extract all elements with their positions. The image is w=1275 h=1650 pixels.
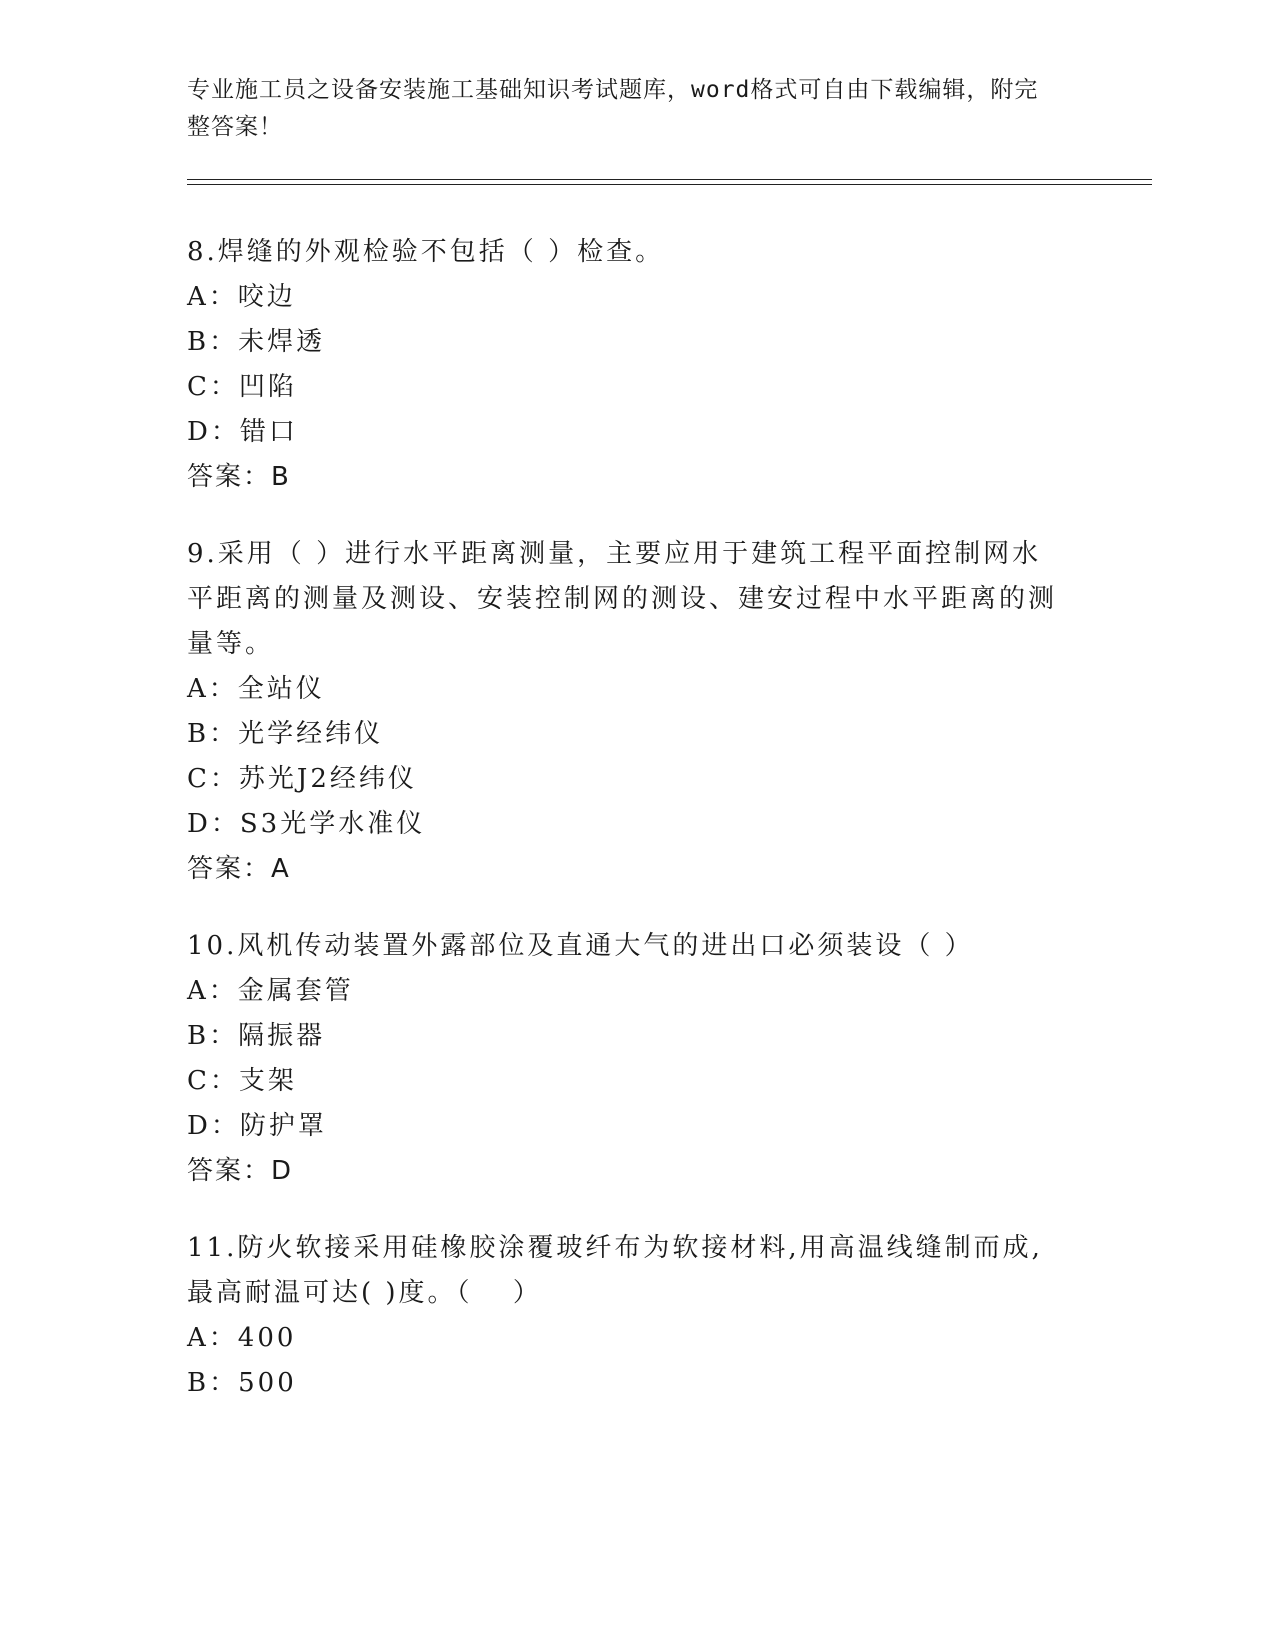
option-key: D： <box>187 809 240 839</box>
option-b <box>187 1014 1067 1059</box>
option-key: B： <box>187 1368 239 1398</box>
question-item <box>187 924 1067 1194</box>
option-text: 凹陷 <box>238 372 297 402</box>
option-text: 400 <box>237 1323 297 1353</box>
answer-line: 答案：A <box>187 854 291 884</box>
question-list <box>187 230 1067 1438</box>
option-text: 支架 <box>238 1066 297 1096</box>
option-key: B： <box>187 719 239 749</box>
option-key: C： <box>187 1066 239 1096</box>
option-text: 未焊透 <box>238 327 326 357</box>
option-key: A： <box>187 282 238 312</box>
question-stem: 10.风机传动装置外露部位及直通大气的进出口必须装设（ ） <box>187 931 974 961</box>
question-stem: 11.防火软接采用硅橡胶涂覆玻纤布为软接材料,用高温线缝制而成,最高耐温可达( )度。（ ） <box>187 1233 1043 1308</box>
option-c <box>187 757 1067 802</box>
question-item <box>187 1226 1067 1406</box>
option-a <box>187 667 1067 712</box>
option-text: S3光学水准仪 <box>239 809 426 839</box>
option-key: A： <box>187 674 238 704</box>
option-c <box>187 1059 1067 1104</box>
option-key: D： <box>187 417 240 447</box>
option-key: A： <box>187 1323 238 1353</box>
option-text: 光学经纬仪 <box>238 719 384 749</box>
option-key: A： <box>187 976 238 1006</box>
document-header <box>187 72 1067 146</box>
option-text: 咬边 <box>237 282 296 312</box>
question-stem: 9.采用（ ）进行水平距离测量，主要应用于建筑工程平面控制网水平距离的测量及测设、安装控制网的测设、建安过程中水平距离的测量等。 <box>187 539 1058 659</box>
option-d <box>187 802 1067 847</box>
option-d <box>187 1104 1067 1149</box>
option-a <box>187 969 1067 1014</box>
answer-line: 答案：B <box>187 462 291 492</box>
option-text: 全站仪 <box>237 674 325 704</box>
option-text: 错口 <box>239 417 298 447</box>
option-a <box>187 275 1067 320</box>
option-key: C： <box>187 764 239 794</box>
header-line-1: 专业施工员之设备安装施工基础知识考试题库，word格式可自由下载编辑，附完 <box>187 77 1039 103</box>
question-item <box>187 532 1067 892</box>
option-key: D： <box>187 1111 240 1141</box>
option-text: 500 <box>238 1368 297 1398</box>
header-divider-top <box>187 179 1152 180</box>
header-divider-bottom <box>187 184 1152 185</box>
question-item <box>187 230 1067 500</box>
option-key: B： <box>187 327 239 357</box>
option-key: B： <box>187 1021 239 1051</box>
question-stem: 8.焊缝的外观检验不包括（ ）检查。 <box>187 237 665 267</box>
option-text: 苏光J2经纬仪 <box>238 764 417 794</box>
option-text: 隔振器 <box>238 1021 326 1051</box>
option-b <box>187 712 1067 757</box>
option-a <box>187 1316 1067 1361</box>
header-line-2: 整答案！ <box>187 114 283 140</box>
answer-line: 答案：D <box>187 1156 294 1186</box>
option-text: 金属套管 <box>237 976 354 1006</box>
option-c <box>187 365 1067 410</box>
option-text: 防护罩 <box>239 1111 327 1141</box>
option-key: C： <box>187 372 239 402</box>
option-b <box>187 320 1067 365</box>
option-b <box>187 1361 1067 1406</box>
option-d <box>187 410 1067 455</box>
